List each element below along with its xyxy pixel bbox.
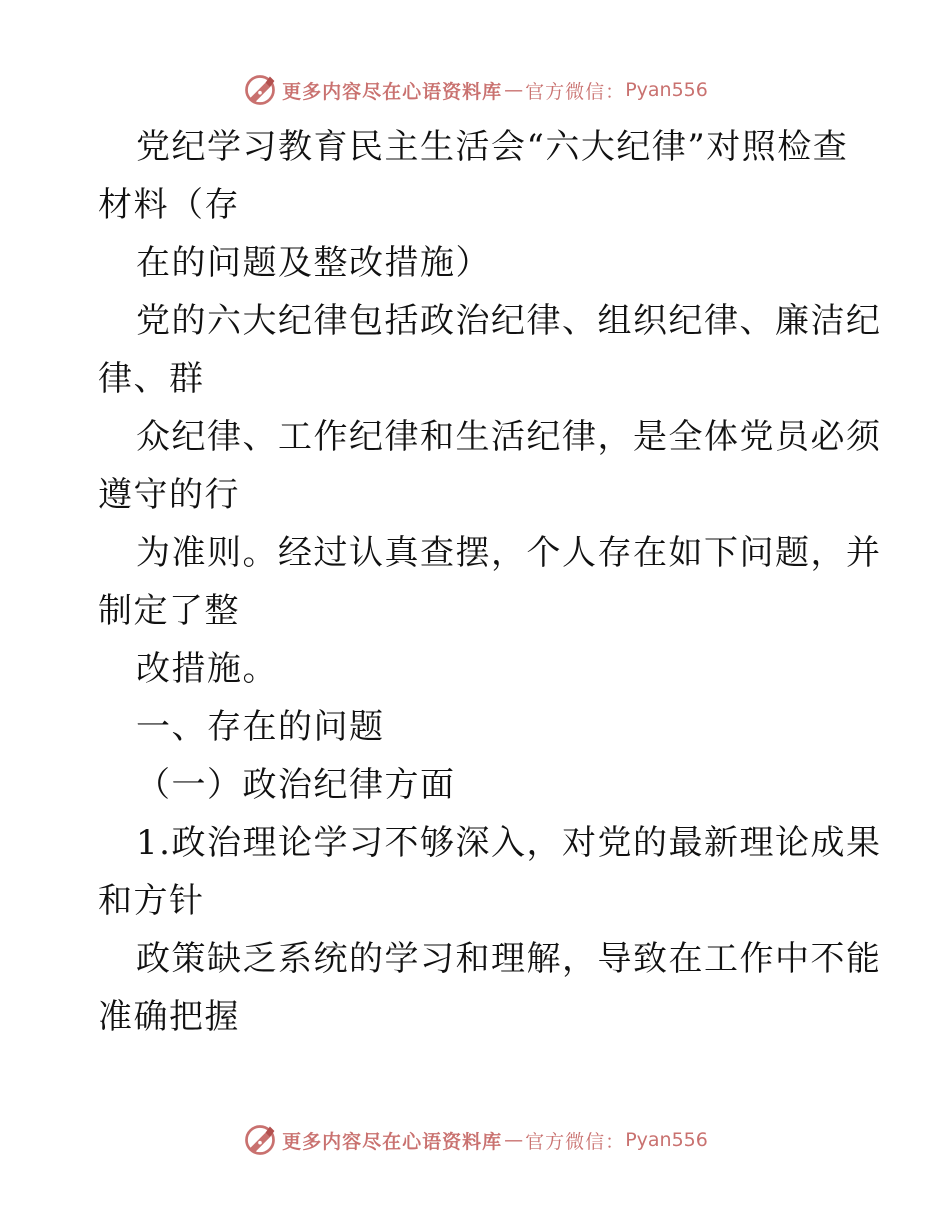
watermark-brand: 更多内容尽在心语资料库: [282, 80, 503, 103]
watermark-brand: 更多内容尽在心语资料库: [282, 1130, 503, 1153]
text-line: 党纪学习教育民主生活会“六大纪律”对照检查: [136, 127, 849, 167]
text-line: （一）政治纪律方面: [136, 765, 456, 805]
text-line: 改措施。: [136, 649, 278, 689]
text-line: 和方针: [98, 881, 205, 921]
text-line: 准确把握: [98, 997, 240, 1037]
watermark-account: Pyan556: [625, 79, 708, 101]
text-line: 遵守的行: [98, 475, 240, 515]
text-line: 制定了整: [98, 591, 240, 631]
pen-nib-logo-icon: [242, 72, 278, 108]
document-body: [98, 118, 882, 1046]
pen-nib-logo-icon: [242, 1122, 278, 1158]
text-line: 党的六大纪律包括政治纪律、组织纪律、廉洁纪: [136, 301, 882, 341]
watermark-label: 官方微信：: [525, 80, 626, 103]
text-line: 在的问题及整改措施）: [136, 243, 491, 283]
text-line: 众纪律、工作纪律和生活纪律，是全体党员必须: [136, 417, 882, 457]
text-line: 政策缺乏系统的学习和理解，导致在工作中不能: [136, 939, 882, 979]
text-line: 律、群: [98, 359, 205, 399]
text-line: 1.政治理论学习不够深入，对党的最新理论成果: [136, 823, 882, 863]
text-line: 材料（存: [98, 185, 240, 225]
watermark-dash: —: [504, 79, 524, 101]
watermark-dash: —: [504, 1129, 524, 1151]
text-line: 为准则。经过认真查摆，个人存在如下问题，并: [136, 533, 882, 573]
watermark-label: 官方微信：: [525, 1130, 626, 1153]
watermark-account: Pyan556: [625, 1129, 708, 1151]
header-watermark: [0, 70, 950, 110]
footer-watermark: [0, 1120, 950, 1160]
text-line: 一、存在的问题: [136, 707, 385, 747]
